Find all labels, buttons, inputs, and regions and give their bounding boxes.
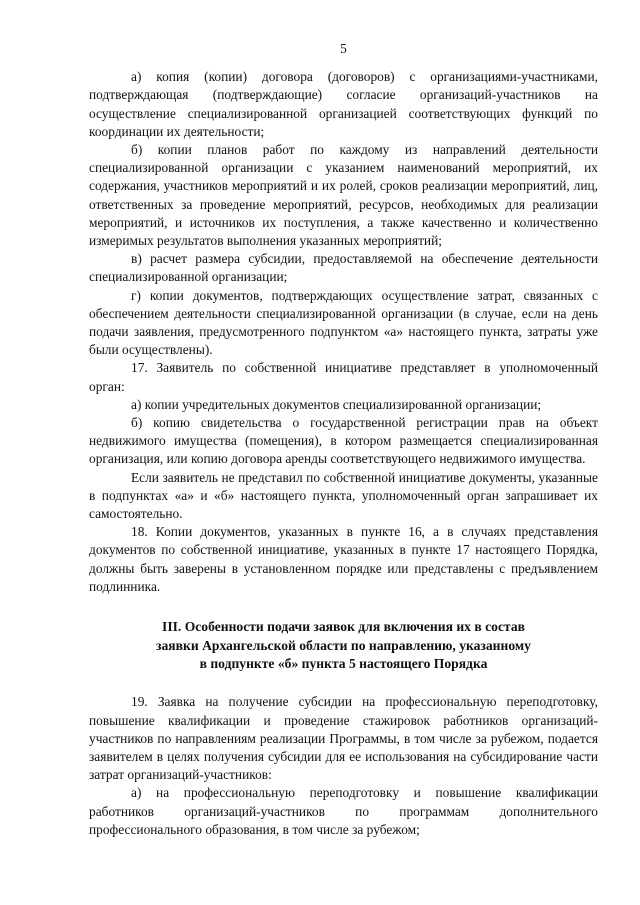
page-number: 5 bbox=[340, 41, 347, 56]
paragraph-16g: г) копии документов, подтверждающих осуществление затрат, связанных с обеспечением деятельности специализированной организации (в случае, если на день подачи заявления, предусмотренного подпунктом «а» настоящего пункта, затраты уже были осуществлены). bbox=[89, 287, 598, 358]
paragraph-17a: а) копии учредительных документов специализированной организации; bbox=[131, 396, 542, 412]
paragraph-16v: в) расчет размера субсидии, предоставляемой на обеспечение деятельности специализированной организации; bbox=[89, 251, 598, 285]
paragraph-17-note: Если заявитель не представил по собственной инициативе документы, указанные в подпунктах «а» и «б» настоящего пункта, уполномоченный орган запрашивает их самостоятельно. bbox=[89, 469, 598, 522]
paragraph-16a: а) копия (копии) договора (договоров) с организациями-участниками, подтверждающая (подтверждающие) согласие организаций-участников на осуществление специализированной организацией соответствующих функций по координации их деятельности; bbox=[89, 69, 598, 139]
section-heading-line: III. Особенности подачи заявок для включения их в состав bbox=[162, 619, 525, 635]
paragraph-18: 18. Копии документов, указанных в пункте 16, а в случаях представления документов по собственной инициативе, указанных в пункте 17 настоящего Порядка, должны быть заверены в установленном порядке или представлены с предъявлением подлинника. bbox=[89, 524, 598, 594]
section-heading bbox=[89, 618, 598, 673]
section-heading-line: заявки Архангельской области по направлению, указанному bbox=[156, 637, 531, 653]
paragraph-16b: б) копии планов работ по каждому из направлений деятельности специализированной организации с указанием наименований мероприятий, их содержания, участников мероприятий и их ролей, сроков реализации мероприятий, лиц, ответственных за проведение мероприятий, ресурсов, необходимых для реализации мероприятий, и источников их поступления, а также качественно и количественно измеримых результатов выполнения указанных мероприятий; bbox=[89, 142, 598, 249]
section-heading-line: в подпункте «б» пункта 5 настоящего Порядка bbox=[199, 655, 488, 671]
paragraph-17: 17. Заявитель по собственной инициативе представляет в уполномоченный орган: bbox=[89, 360, 598, 394]
paragraph-17b: б) копию свидетельства о государственной регистрации прав на объект недвижимого имущества (помещения), в котором размещается специализированная организация, или копию договора аренды соответствующего недвижимого имущества. bbox=[89, 415, 598, 467]
paragraph-19: 19. Заявка на получение субсидии на профессиональную переподготовку, повышение квалификации и проведение стажировок работников организаций-участников по направлениям реализации Программы, в том числе за рубежом, подается заявителем в целях получения субсидии для ее использования на субсидирование части затрат организаций-участников: bbox=[89, 694, 598, 783]
paragraph-19a: а) на профессиональную переподготовку и повышение квалификации работников организаций-участников по программам дополнительного профессионального образования, в том числе за рубежом; bbox=[89, 785, 598, 837]
